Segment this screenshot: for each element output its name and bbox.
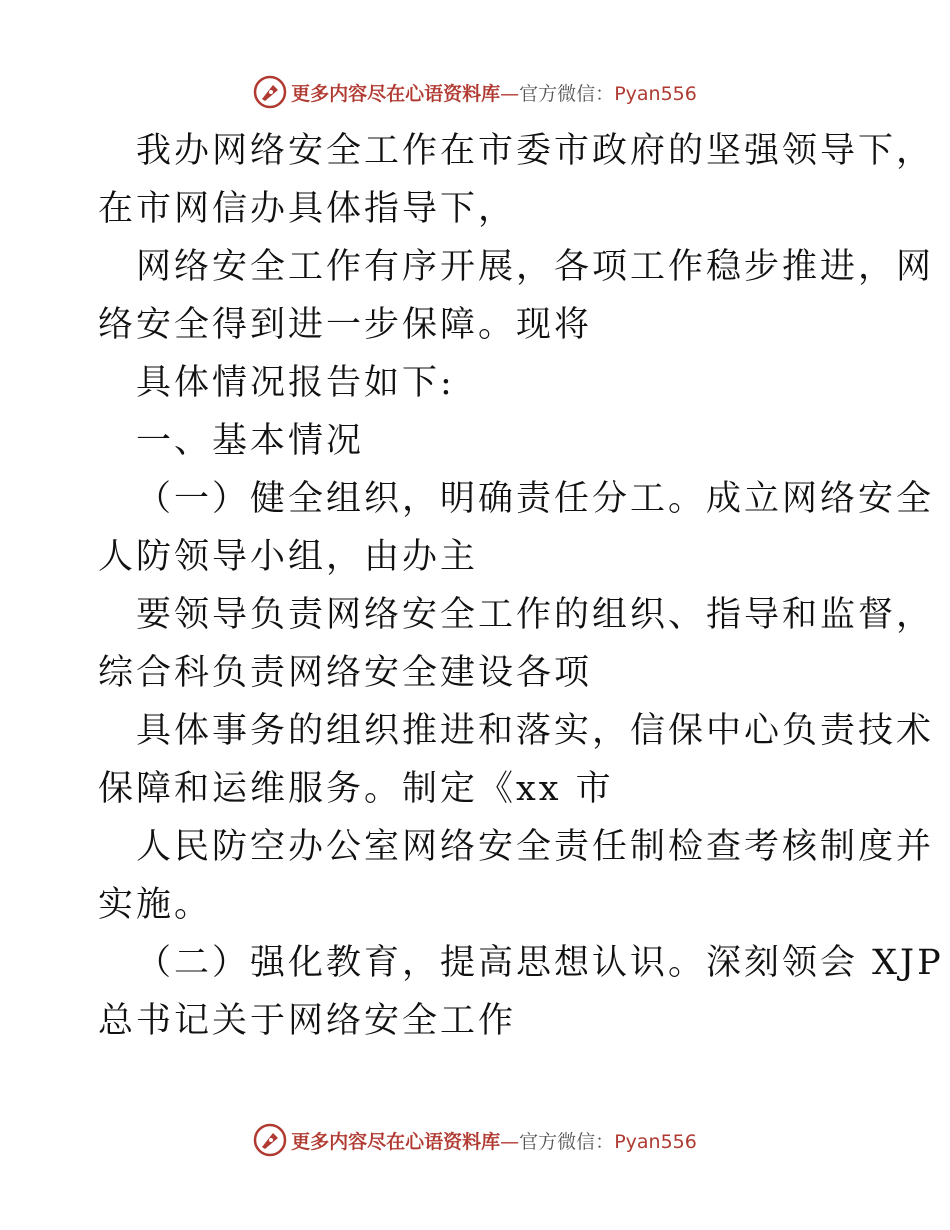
paragraph-line: 实施。 [98,885,213,925]
header-banner-text [291,79,697,106]
section-heading: 一、基本情况 [136,421,365,461]
paragraph-line: 具体情况报告如下: [136,363,455,403]
footer-official-label: 官方微信： [519,1130,615,1153]
paragraph-line: 总书记关于网络安全工作 [98,1001,517,1041]
paragraph-line: 人民防空办公室网络安全责任制检查考核制度并 [136,827,935,867]
footer-dash: — [500,1130,520,1153]
paragraph-line: 要领导负责网络安全工作的组织、指导和监督， [136,595,935,635]
pen-nib-logo-icon [253,75,287,109]
paragraph-line: 在市网信办具体指导下， [98,189,517,229]
paragraph-line: （二）强化教育，提高思想认识。深刻领会 XJP [136,943,944,983]
paragraph-line: 网络安全工作有序开展，各项工作稳步推进，网 [136,247,935,287]
document-body [98,122,944,1050]
paragraph-line: 综合科负责网络安全建设各项 [98,653,593,693]
footer-site-text: 更多内容尽在心语资料库 [291,1130,501,1153]
footer-banner [0,1120,950,1160]
paragraph-line: （一）健全组织，明确责任分工。成立网络安全 [136,479,935,519]
footer-banner-text [291,1127,697,1154]
pen-nib-logo-icon [253,1123,287,1157]
paragraph-line: 人防领导小组，由办主 [98,537,479,577]
paragraph-line: 我办网络安全工作在市委市政府的坚强领导下， [136,131,935,171]
header-dash: — [500,82,520,105]
header-site-text: 更多内容尽在心语资料库 [291,82,501,105]
paragraph-line: 保障和运维服务。制定《xx 市 [98,769,614,809]
footer-wechat-id: Pyan556 [614,1130,697,1153]
header-official-label: 官方微信： [519,82,615,105]
header-banner [0,72,950,112]
paragraph-line: 具体事务的组织推进和落实，信保中心负责技术 [136,711,935,751]
header-wechat-id: Pyan556 [614,82,697,105]
paragraph-line: 络安全得到进一步保障。现将 [98,305,593,345]
